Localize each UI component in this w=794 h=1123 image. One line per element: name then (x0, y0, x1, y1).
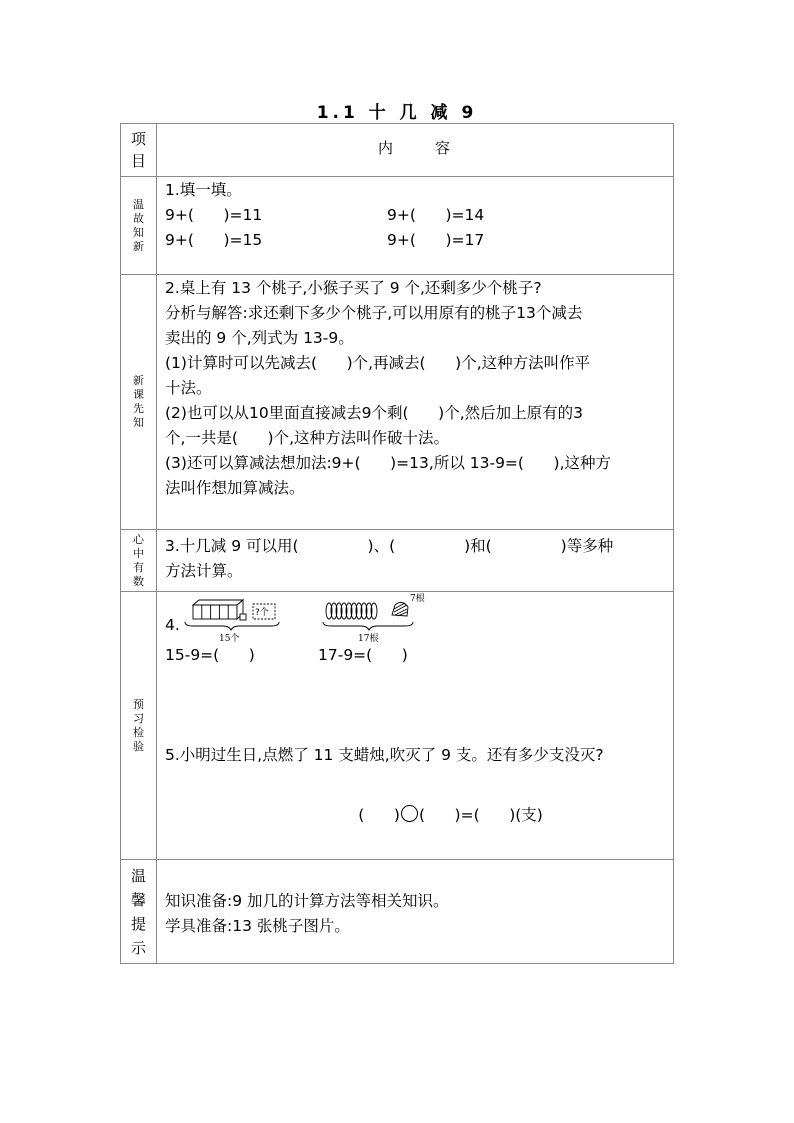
header-content-cell (157, 124, 674, 177)
q2-line: 个,一共是( )个,这种方法叫作破十法。 (165, 429, 450, 447)
q2-line: 2.桌上有 13 个桃子,小猴子买了 9 个,还剩多少个桃子? (165, 279, 542, 297)
figure-blocks-box-label: ?个 (255, 608, 269, 618)
header-content-1: 内 (377, 139, 395, 157)
tip-line: 学具准备:13 张桃子图片。 (165, 916, 350, 935)
q2-line: (3)还可以算减法想加法:9+( )=13,所以 13-9=( ),这种方 (165, 454, 611, 472)
section-label-yuxi: 预习检验 (133, 697, 144, 753)
section-label-cell (121, 275, 157, 530)
section-label-xinzhong: 心中有数 (133, 532, 144, 588)
figure-sticks (315, 589, 450, 643)
section-label-wenxin: 温馨提示 (130, 866, 146, 957)
q1-eq1: 9+( )=11 (165, 206, 263, 224)
section-content-wengu (157, 177, 674, 275)
tip-line: 知识准备:9 加几的计算方法等相关知识。 (165, 891, 449, 910)
q2-line: 十法。 (165, 379, 212, 397)
section-content-wenxin (157, 860, 674, 964)
q2-line: (2)也可以从10里面直接减去9个剩( )个,然后加上原有的3 (165, 404, 583, 422)
q1-eq2: 9+( )=14 (387, 206, 485, 224)
operator-circle (401, 805, 418, 822)
q5-blank-1: ( ) (358, 806, 400, 824)
q5-text: 5.小明过生日,点燃了 11 支蜡烛,吹灭了 9 支。还有多少支没灭? (165, 746, 604, 764)
q5-equation (165, 778, 665, 853)
worksheet-title: 1.1 十 几 减 9 (316, 103, 478, 123)
q2-line: 分析与解答:求还剩下多少个桃子,可以用原有的桃子13个减去 (165, 304, 583, 322)
section-wenxin (121, 860, 674, 964)
q1-eq4: 9+( )=17 (387, 231, 485, 249)
section-label-xinke: 新课先知 (133, 374, 144, 429)
q2-line: 卖出的 9 个,列式为 13-9。 (165, 329, 354, 347)
q3-line: 方法计算。 (165, 562, 243, 580)
section-label-cell (121, 592, 157, 860)
section-xinzhong (121, 530, 674, 592)
section-label-wengu: 温故知新 (133, 197, 144, 253)
header-row (121, 124, 674, 177)
section-label-cell (121, 860, 157, 964)
q1-eq3: 9+( )=15 (165, 231, 263, 249)
q4-eq2: 17-9=( ) (318, 646, 408, 664)
q3-line: 3.十几减 9 可以用( )、( )和( )等多种 (165, 537, 614, 555)
section-yuxi (121, 592, 674, 860)
section-label-cell (121, 530, 157, 592)
figure-blocks (175, 595, 285, 645)
figure-sticks-extra-label: 7根 (410, 594, 425, 604)
header-label: 项目 (130, 130, 146, 170)
q1-title: 1.填一填。 (165, 181, 242, 199)
section-xinke (121, 275, 674, 530)
q4-number: 4. (165, 616, 180, 634)
header-content-2: 容 (435, 139, 453, 157)
section-wengu (121, 177, 674, 275)
section-content-xinke (157, 275, 674, 530)
q4-figures (165, 593, 665, 643)
q2-line: 法叫作想加算减法。 (165, 479, 305, 497)
figure-sticks-caption: 17根 (358, 634, 379, 643)
section-content-xinzhong (157, 530, 674, 592)
figure-blocks-caption: 15个 (219, 634, 240, 644)
worksheet-table (120, 123, 674, 964)
q5-blank-2: ( )=( )(支) (418, 806, 543, 824)
header-label-cell (121, 124, 157, 177)
section-label-cell (121, 177, 157, 275)
q4-eq1: 15-9=( ) (165, 646, 255, 664)
q2-line: (1)计算时可以先减去( )个,再减去( )个,这种方法叫作平 (165, 354, 591, 372)
section-content-yuxi (157, 592, 674, 860)
